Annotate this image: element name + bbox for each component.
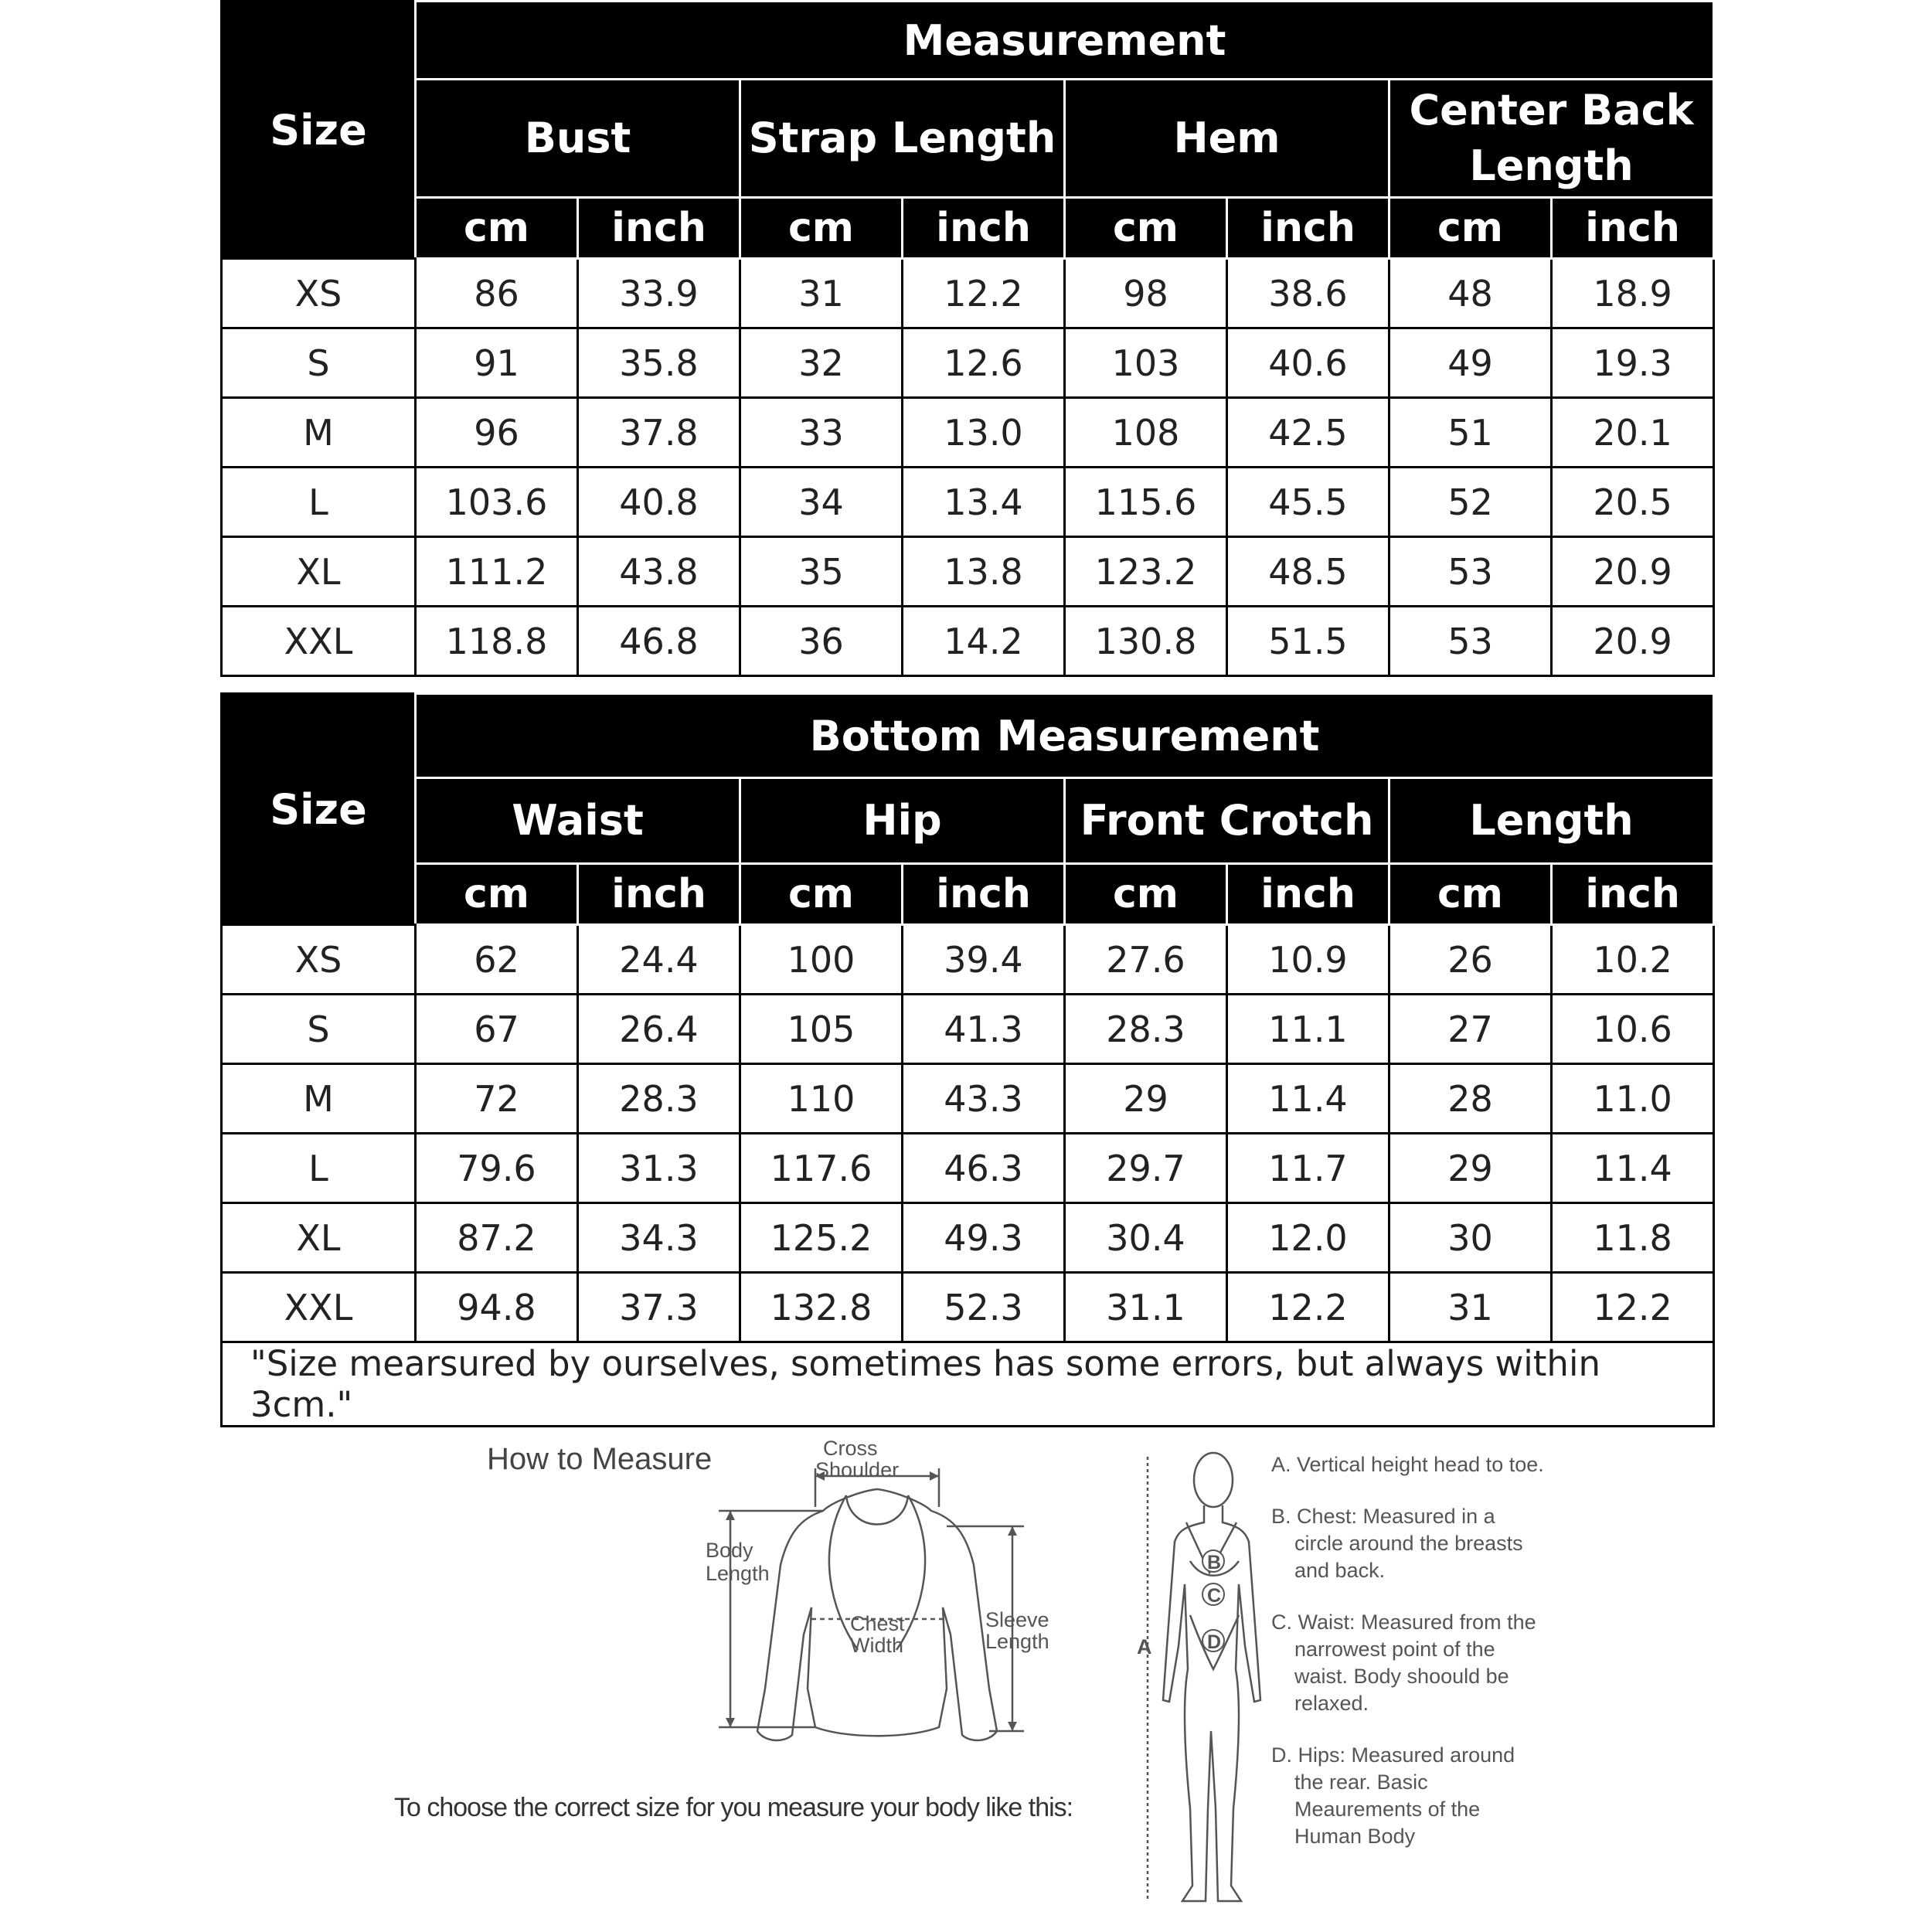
value-cell: 12.2 [1552, 1273, 1714, 1342]
value-cell: 40.8 [578, 468, 740, 537]
body-diagram [1132, 1445, 1271, 1917]
table-row [222, 537, 1714, 607]
value-cell: 14.2 [903, 607, 1065, 676]
how-to-measure-title: How to Measure [487, 1442, 713, 1476]
value-cell: 39.4 [903, 925, 1065, 995]
body-letter-b: B [1207, 1552, 1222, 1573]
value-cell: 13.4 [903, 468, 1065, 537]
table-row [222, 328, 1714, 398]
value-cell: 51 [1389, 398, 1552, 468]
value-cell: 40.6 [1227, 328, 1389, 398]
table-row [222, 468, 1714, 537]
sleeve-length-label-1: Sleeve [985, 1608, 1049, 1631]
value-cell: 11.7 [1227, 1134, 1389, 1203]
shirt-neckline [846, 1495, 908, 1525]
value-cell: 86 [416, 259, 578, 328]
size-cell: XS [222, 925, 416, 995]
value-cell: 110 [740, 1064, 903, 1134]
table-row [222, 1064, 1714, 1134]
group-header: Hem [1065, 80, 1389, 198]
value-cell: 11.0 [1552, 1064, 1714, 1134]
head-outline [1194, 1453, 1233, 1507]
value-cell: 12.0 [1227, 1203, 1389, 1273]
unit-header: inch [1227, 198, 1389, 259]
value-cell: 30.4 [1065, 1203, 1227, 1273]
value-cell: 123.2 [1065, 537, 1227, 607]
value-cell: 12.2 [903, 259, 1065, 328]
value-cell: 38.6 [1227, 259, 1389, 328]
size-cell: XXL [222, 607, 416, 676]
value-cell: 19.3 [1552, 328, 1714, 398]
size-header: Size [222, 694, 416, 925]
value-cell: 12.2 [1227, 1273, 1389, 1342]
value-cell: 51.5 [1227, 607, 1389, 676]
value-cell: 11.8 [1552, 1203, 1714, 1273]
value-cell: 24.4 [578, 925, 740, 995]
size-cell: XXL [222, 1273, 416, 1342]
value-cell: 34 [740, 468, 903, 537]
value-cell: 103.6 [416, 468, 578, 537]
value-cell: 36 [740, 607, 903, 676]
unit-header: cm [1389, 198, 1552, 259]
table-row [222, 259, 1714, 328]
unit-header: cm [416, 198, 578, 259]
value-cell: 30 [1389, 1203, 1552, 1273]
value-cell: 46.8 [578, 607, 740, 676]
value-cell: 34.3 [578, 1203, 740, 1273]
value-cell: 33 [740, 398, 903, 468]
unit-header: cm [740, 198, 903, 259]
value-cell: 13.0 [903, 398, 1065, 468]
value-cell: 52 [1389, 468, 1552, 537]
size-cell: S [222, 328, 416, 398]
table-row [222, 925, 1714, 995]
cross-shoulder-label-1: Cross [823, 1437, 878, 1460]
value-cell: 42.5 [1227, 398, 1389, 468]
value-cell: 20.5 [1552, 468, 1714, 537]
value-cell: 11.4 [1552, 1134, 1714, 1203]
value-cell: 29 [1065, 1064, 1227, 1134]
legend-item-b: B. Chest: Measured in a circle around the breasts and back. [1271, 1505, 1523, 1582]
group-header: Front Crotch [1065, 778, 1389, 864]
unit-header: cm [740, 864, 903, 925]
size-header: Size [222, 2, 416, 259]
size-cell: S [222, 995, 416, 1064]
value-cell: 53 [1389, 537, 1552, 607]
unit-header: cm [1389, 864, 1552, 925]
value-cell: 117.6 [740, 1134, 903, 1203]
table-row [222, 398, 1714, 468]
value-cell: 48 [1389, 259, 1552, 328]
value-cell: 31.1 [1065, 1273, 1227, 1342]
value-cell: 35 [740, 537, 903, 607]
legend-item-a: A. Vertical height head to toe. [1271, 1453, 1544, 1476]
value-cell: 43.8 [578, 537, 740, 607]
size-cell: XS [222, 259, 416, 328]
choose-size-instruction: To choose the correct size for you measure your body like this: [394, 1793, 1073, 1822]
value-cell: 20.9 [1552, 607, 1714, 676]
value-cell: 91 [416, 328, 578, 398]
size-cell: M [222, 398, 416, 468]
table-row [222, 1273, 1714, 1342]
value-cell: 26 [1389, 925, 1552, 995]
size-cell: XL [222, 537, 416, 607]
unit-header: cm [416, 864, 578, 925]
value-cell: 27.6 [1065, 925, 1227, 995]
unit-header: inch [578, 198, 740, 259]
measurement-legend [1271, 1451, 1549, 1875]
value-cell: 32 [740, 328, 903, 398]
value-cell: 31 [1389, 1273, 1552, 1342]
unit-header: inch [903, 864, 1065, 925]
top-size-table [220, 0, 1715, 677]
unit-header: inch [1227, 864, 1389, 925]
value-cell: 103 [1065, 328, 1227, 398]
body-length-label-2: Length [706, 1562, 770, 1585]
table-title: Bottom Measurement [416, 694, 1714, 778]
value-cell: 33.9 [578, 259, 740, 328]
group-header: Hip [740, 778, 1065, 864]
value-cell: 27 [1389, 995, 1552, 1064]
value-cell: 94.8 [416, 1273, 578, 1342]
value-cell: 12.6 [903, 328, 1065, 398]
value-cell: 29 [1389, 1134, 1552, 1203]
legend-item-d: D. Hips: Measured around the rear. Basic Meaurements of the Human Body [1271, 1743, 1515, 1848]
value-cell: 98 [1065, 259, 1227, 328]
unit-header: inch [903, 198, 1065, 259]
value-cell: 10.2 [1552, 925, 1714, 995]
value-cell: 100 [740, 925, 903, 995]
value-cell: 79.6 [416, 1134, 578, 1203]
value-cell: 20.9 [1552, 537, 1714, 607]
value-cell: 43.3 [903, 1064, 1065, 1134]
value-cell: 35.8 [578, 328, 740, 398]
unit-header-row [222, 864, 1714, 925]
group-header: Length [1389, 778, 1714, 864]
value-cell: 13.8 [903, 537, 1065, 607]
value-cell: 130.8 [1065, 607, 1227, 676]
table-row [222, 607, 1714, 676]
value-cell: 49 [1389, 328, 1552, 398]
value-cell: 10.9 [1227, 925, 1389, 995]
value-cell: 52.3 [903, 1273, 1065, 1342]
value-cell: 45.5 [1227, 468, 1389, 537]
legend-item-c: C. Waist: Measured from the narrowest point of the waist. Body shoould be relaxed. [1271, 1611, 1536, 1715]
size-cell: L [222, 468, 416, 537]
value-cell: 111.2 [416, 537, 578, 607]
unit-header-row [222, 198, 1714, 259]
unit-header: cm [1065, 864, 1227, 925]
value-cell: 41.3 [903, 995, 1065, 1064]
chest-width-label-1: Chest [850, 1612, 905, 1635]
value-cell: 49.3 [903, 1203, 1065, 1273]
value-cell: 87.2 [416, 1203, 578, 1273]
value-cell: 31.3 [578, 1134, 740, 1203]
table-row [222, 995, 1714, 1064]
value-cell: 10.6 [1552, 995, 1714, 1064]
group-header: Bust [416, 80, 740, 198]
unit-header: inch [578, 864, 740, 925]
body-length-label-1: Body [706, 1539, 753, 1562]
value-cell: 11.4 [1227, 1064, 1389, 1134]
chest-width-label-2: Width [850, 1634, 904, 1657]
size-cell: XL [222, 1203, 416, 1273]
sleeve-length-label-2: Length [985, 1630, 1049, 1653]
value-cell: 62 [416, 925, 578, 995]
table-row [222, 1203, 1714, 1273]
value-cell: 28.3 [578, 1064, 740, 1134]
value-cell: 29.7 [1065, 1134, 1227, 1203]
cross-shoulder-label-2: Shoulder [815, 1458, 900, 1481]
measurement-note: "Size mearsured by ourselves, sometimes has some errors, but always within 3cm." [222, 1342, 1714, 1427]
table-row [222, 1134, 1714, 1203]
table-title: Measurement [416, 2, 1714, 80]
value-cell: 46.3 [903, 1134, 1065, 1203]
value-cell: 11.1 [1227, 995, 1389, 1064]
unit-header: cm [1065, 198, 1227, 259]
group-header: Strap Length [740, 80, 1065, 198]
body-letter-c: C [1207, 1585, 1222, 1607]
value-cell: 72 [416, 1064, 578, 1134]
unit-header: inch [1552, 198, 1714, 259]
value-cell: 132.8 [740, 1273, 903, 1342]
value-cell: 20.1 [1552, 398, 1714, 468]
value-cell: 125.2 [740, 1203, 903, 1273]
value-cell: 96 [416, 398, 578, 468]
value-cell: 31 [740, 259, 903, 328]
value-cell: 105 [740, 995, 903, 1064]
value-cell: 53 [1389, 607, 1552, 676]
unit-header: inch [1552, 864, 1714, 925]
value-cell: 28.3 [1065, 995, 1227, 1064]
value-cell: 67 [416, 995, 578, 1064]
group-header: Center Back Length [1389, 80, 1714, 198]
value-cell: 108 [1065, 398, 1227, 468]
body-letter-a: A [1137, 1635, 1152, 1658]
value-cell: 48.5 [1227, 537, 1389, 607]
value-cell: 115.6 [1065, 468, 1227, 537]
size-cell: M [222, 1064, 416, 1134]
value-cell: 118.8 [416, 607, 578, 676]
value-cell: 18.9 [1552, 259, 1714, 328]
value-cell: 37.3 [578, 1273, 740, 1342]
value-cell: 26.4 [578, 995, 740, 1064]
size-cell: L [222, 1134, 416, 1203]
body-letter-d: D [1207, 1631, 1222, 1653]
group-header: Waist [416, 778, 740, 864]
value-cell: 28 [1389, 1064, 1552, 1134]
shirt-diagram [692, 1434, 1078, 1766]
bottom-size-table [220, 692, 1715, 1427]
value-cell: 37.8 [578, 398, 740, 468]
